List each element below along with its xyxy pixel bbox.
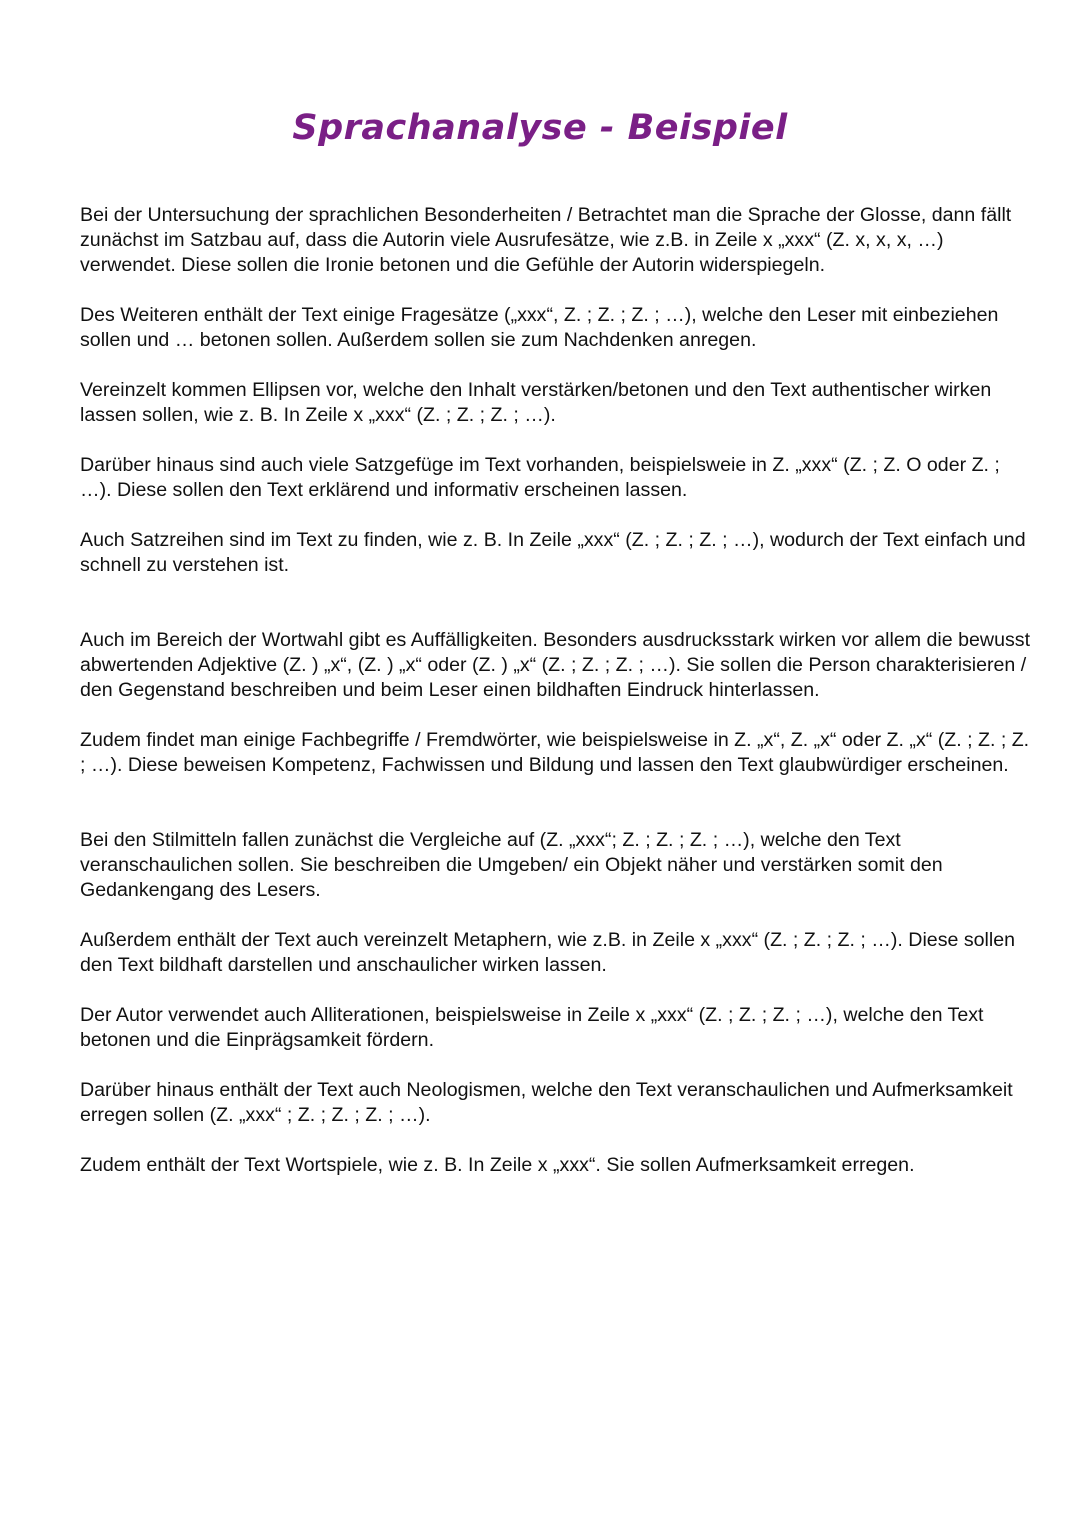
paragraph-satzreihen: Auch Satzreihen sind im Text zu finden, wie z. B. In Zeile „xxx“ (Z. ; Z. ; Z. ; …), wodurch der Text einfach und schnell zu verstehen ist. [80,529,1026,576]
paragraph-fragesaetze: Des Weiteren enthält der Text einige Fragesätze („xxx“, Z. ; Z. ; Z. ; …), welche den Leser mit einbeziehen sollen und … betonen sollen. Außerdem sollen sie zum Nachdenken anregen. [80,304,999,351]
page-title: Sprachanalyse - Beispiel [292,108,788,148]
paragraph-satzgefuege: Darüber hinaus sind auch viele Satzgefüge im Text vorhanden, beispielsweie in Z. „xxx“ (Z. ; Z. O oder Z. ; …). Diese sollen den Text erklärend und informativ erscheinen lassen. [80,454,1000,501]
paragraph-wortwahl-adjektive: Auch im Bereich der Wortwahl gibt es Auffälligkeiten. Besonders ausdrucksstark wirken vor allem die bewusst abwertenden Adjektive (Z. ) „x“, (Z. ) „x“ oder (Z. ) „x“ (Z. ; Z. ; Z. ; …). Sie sollen die Person charakterisieren / den Gegenstand beschreiben und beim Leser einen bildhaften Eindruck hinterlassen. [80,629,1031,701]
paragraph-ellipsen: Vereinzelt kommen Ellipsen vor, welche den Inhalt verstärken/betonen und den Text authentischer wirken lassen sollen, wie z. B. In Zeile x „xxx“ (Z. ; Z. ; Z. ; …). [80,379,992,426]
paragraph-fachbegriffe: Zudem findet man einige Fachbegriffe / Fremdwörter, wie beispielsweise in Z. „x“, Z. „x“ oder Z. „x“ (Z. ; Z. ; Z. ; …). Diese beweisen Kompetenz, Fachwissen und Bildung und lassen den Text glaubwürdiger erscheinen. [80,729,1030,776]
paragraph-metaphern: Außerdem enthält der Text auch vereinzelt Metaphern, wie z.B. in Zeile x „xxx“ (Z. ; Z. ; Z. ; …). Diese sollen den Text bildhaft darstellen und anschaulicher wirken lassen. [80,929,1016,976]
paragraph-vergleiche: Bei den Stilmitteln fallen zunächst die Vergleiche auf (Z. „xxx“; Z. ; Z. ; Z. ; …), welche den Text veranschaulichen sollen. Sie beschreiben die Umgeben/ ein Objekt näher und verstärken somit den Gedankengang des Lesers. [80,829,943,901]
paragraph-wortspiele: Zudem enthält der Text Wortspiele, wie z. B. In Zeile x „xxx“. Sie sollen Aufmerksamkeit erregen. [80,1154,915,1176]
paragraph-satzbau-ausrufesaetze: Bei der Untersuchung der sprachlichen Besonderheiten / Betrachtet man die Sprache der Glosse, dann fällt zunächst im Satzbau auf, dass die Autorin viele Ausrufesätze, wie z.B. in Zeile x „xxx“ (Z. x, x, x, …) verwendet. Diese sollen die Ironie betonen und die Gefühle der Autorin widerspiegeln. [80,204,1012,276]
paragraph-neologismen: Darüber hinaus enthält der Text auch Neologismen, welche den Text veranschaulichen und Aufmerksamkeit erregen sollen (Z. „xxx“ ; Z. ; Z. ; Z. ; …). [80,1079,1013,1126]
document-body [80,203,1030,1203]
paragraph-alliterationen: Der Autor verwendet auch Alliterationen, beispielsweise in Zeile x „xxx“ (Z. ; Z. ; Z. ; …), welche den Text betonen und die Einprägsamkeit fördern. [80,1004,984,1051]
